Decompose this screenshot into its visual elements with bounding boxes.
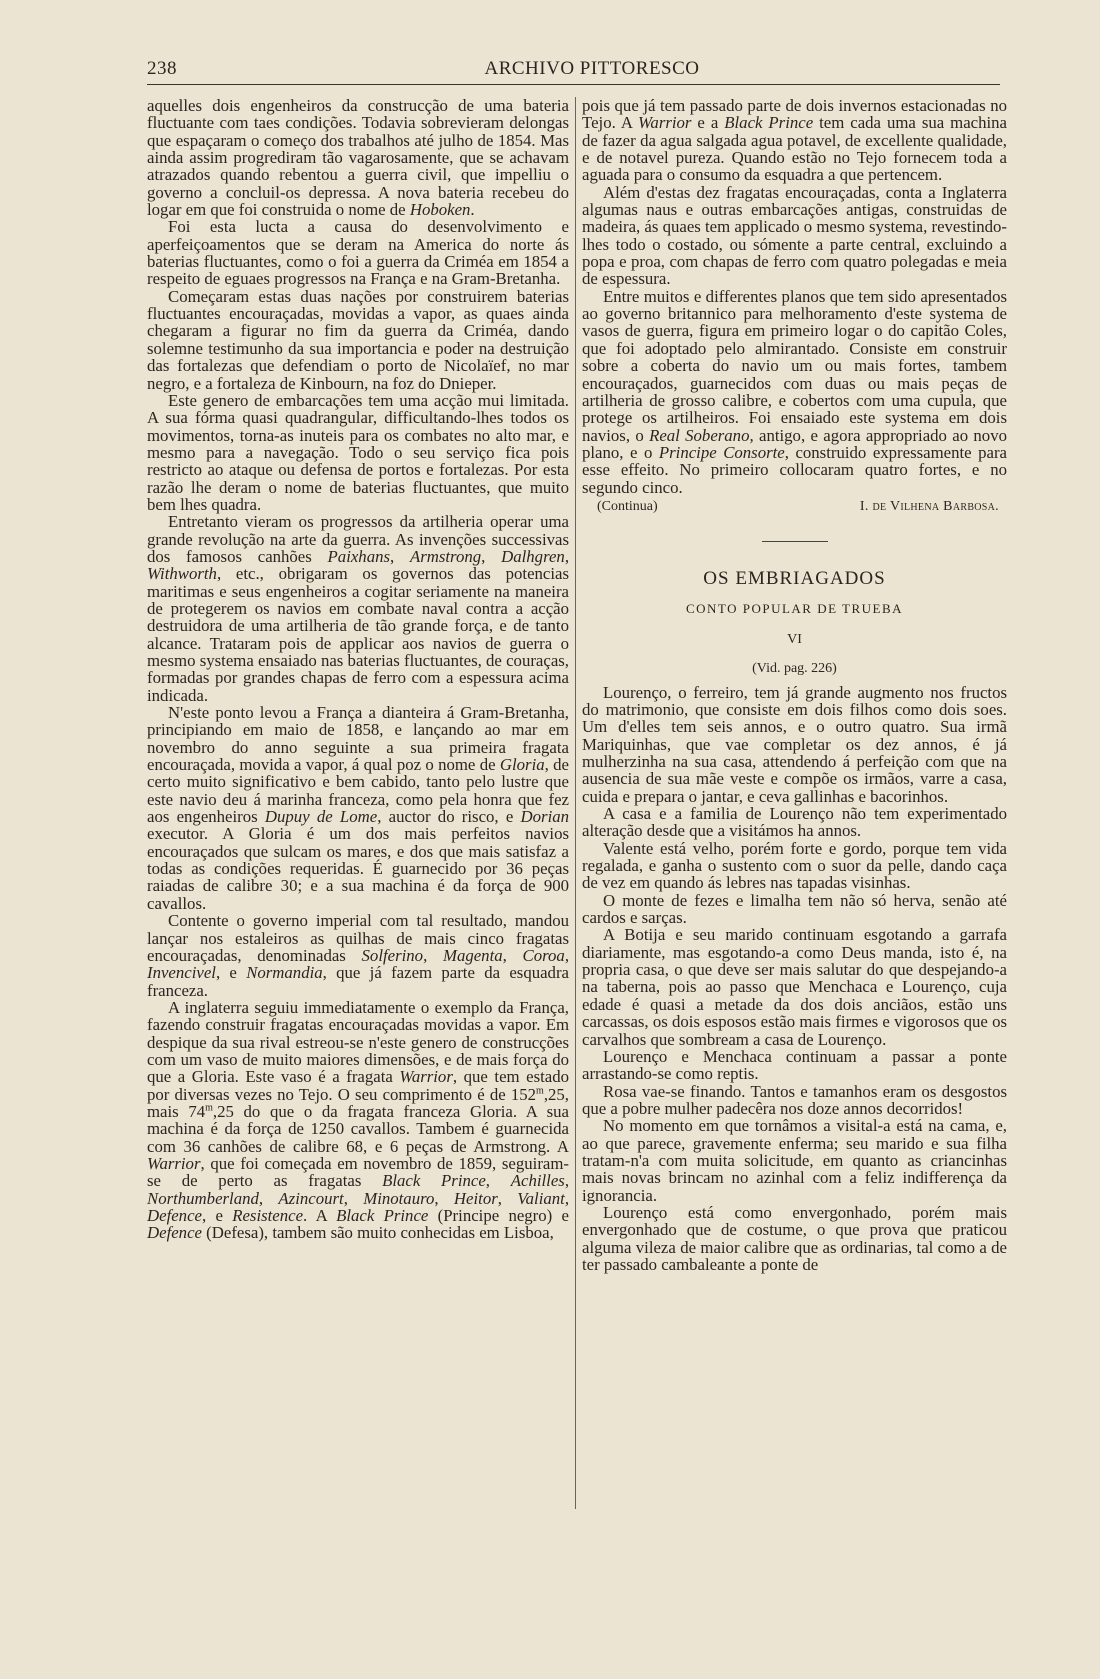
paragraph: Foi esta lucta a causa do desenvolvimento e aperfeiçoamentos que se deram na America do norte ás baterias fluctuantes, como o foi a guerra da Criméa em 1854 a respeito de eguaes progressos na França e na Gram-Bretanha.	[147, 217, 569, 289]
author-name: I. de Vilhena Barbosa.	[859, 498, 999, 514]
story-reference: (Vid. pag. 226)	[752, 661, 837, 677]
column-divider	[575, 97, 576, 1509]
left-column	[147, 97, 569, 1242]
paragraph: O monte de fezes e limalha tem não só herva, senão até cardos e sarças.	[582, 890, 1007, 928]
paragraph: N'este ponto levou a França a dianteira á Gram-Bretanha, principiando em maio de 1858, e lançando ao mar em novembro do anno seguinte a sua primeira fragata encouraçada, movida a vapor, á qual poz o nome de Gloria, de certo muito significativo e bem cabido, tanto pelo lustre que este navio deu á marinha franceza, como pela honra que fez aos engenheiros Dupuy de Lome, auctor do risco, e Dorian executor. A Gloria é um dos mais perfeitos navios encouraçados que sulcam os mares, e dos que mais satisfaz a todas as condições requeridas. É guarnecido por 36 peças raiadas de calibre 30; e a sua machina é da força de 900 cavallos.	[147, 703, 570, 913]
paragraph: Valente está velho, porém forte e gordo, porque tem vida regalada, e ganha o sustento com o suor da pelle, dando caça de vez em quando ás lebres nas tapadas visinhas.	[582, 838, 1007, 893]
page-number: 238	[147, 58, 177, 79]
paragraph: Lourenço e Menchaca continuam a passar a ponte arrastando-se como reptis.	[582, 1046, 1007, 1084]
right-column	[582, 97, 1007, 1273]
continua-note: (Continua)	[597, 498, 658, 514]
page-header	[147, 56, 1000, 85]
running-title: ARCHIVO PITTORESCO	[484, 58, 700, 79]
paragraph: Além d'estas dez fragatas encouraçadas, conta a Inglaterra algumas naus e outras embarcações antigas, construidas de madeira, ás quaes tem applicado o mesmo systema, revestindo-lhes todo o costado, ou sómente a parte central, excluindo a popa e proa, com chapas de ferro com quatro polegadas e meia de espessura.	[582, 182, 1007, 289]
paragraph: Lourenço está como envergonhado, porém mais envergonhado que de costume, o que prova que praticou alguma vileza de maior calibre que as ordinarias, tal como a de ter passado cambaleante a ponte de	[582, 1202, 1007, 1274]
paragraph: Entretanto vieram os progressos da artilheria operar uma grande revolução na arte da guerra. As invenções successivas dos famosos canhões Paixhans, Armstrong, Dalhgren, Withworth, etc., obrigaram os governos das potencias maritimas e seus engenheiros a cogitar seriamente na maneira de protegerem os navios em combate naval contra a acção destruidora de uma artilheria de tão grande força, e de tanto alcance. Trataram pois de applicar aos navios de guerra o mesmo systema ensaiado nas baterias fluctuantes, de couraças, formadas por grandes chapas de ferro com a espessura acima indicada.	[147, 512, 570, 705]
paragraph: Rosa vae-se finando. Tantos e tamanhos eram os desgostos que a pobre mulher padecêra nos doze annos decorridos!	[582, 1081, 1007, 1118]
paragraph: Lourenço, o ferreiro, tem já grande augmento nos fructos do matrimonio, que consiste em dois filhos como dois soes. Um d'elles tem seis annos, e o outro quatro. Sua irmã Mariquinhas, que vae completar os dez annos, é já mulherzinha na sua casa, attendendo á perfeição com que na ausencia de sua mãe veste e compõe os irmãos, varre a casa, cuida e prepara o jantar, e ceva gallinhas e bacorinhos.	[582, 682, 1007, 806]
paragraph: Começaram estas duas nações por construirem baterias fluctuantes encouraçadas, movidas a vapor, as quaes ainda chegaram a figurar no fim da guerra da Criméa, dando solemne testimunho da sua importancia e poder na destruição das fortalezas que defendiam o porto de Nicolaïef, no mar negro, e a fortaleza de Kinbourn, na foz do Dnieper.	[147, 286, 569, 393]
section-divider	[762, 541, 828, 542]
paragraph: A inglaterra seguiu immediatamente o exemplo da França, fazendo construir fragatas encouraçadas movidas a vapor. Em despique da sua rival estreou-se n'este genero de construcções com um vaso de muito maiores dimensões, e de mais força do que a Gloria. Este vaso é a fragata Warrior, que tem estado por diversas vezes no Tejo. O seu comprimento é de 152$^m$,25, mais 74$^m$,25 do que o da fragata franceza Gloria. A sua machina é da força de 1250 cavallos. Tambem é guarnecida com 36 canhões de calibre 68, e 6 peças de Armstrong. A Warrior, que foi começada em novembro de 1859, seguiram-se de perto as fragatas Black Prince, Achilles, Northumberland, Azincourt, Minotauro, Heitor, Valiant, Defence, e Resistence. A Black Prince (Principe negro) e Defence (Defesa), tambem são muito conhecidas em Lisboa,	[147, 997, 570, 1243]
paragraph: A Botija e seu marido continuam esgotando a garrafa diariamente, mas esgotando-a como Deus manda, isto é, na propria casa, o que deve ser mais salutar do que despejando-a na taberna, pois ao passo que Menchaca e Lourenço, cuja edade é quasi a metade da dos dois anciãos, estão uns carcassas, os dois esposos estão mais firmes e vigorosos que os carvalhos que sombream a casa de Lourenço.	[582, 925, 1007, 1049]
story-chapter: VI	[787, 631, 802, 647]
paragraph: No momento em que tornâmos a visital-a está na cama, e, ao que parece, gravemente enferma; seu marido e sua filha tratam-n'a com muita solicitude, em quanto as criancinhas mais novas brincam no azinhal com a feliz indifferença da ignorancia.	[582, 1116, 1007, 1205]
paragraph: Contente o governo imperial com tal resultado, mandou lançar nos estaleiros as quilhas de mais cinco fragatas encouraçadas, denominadas Solferino, Magenta, Coroa, Invencivel, e Normandia, que já fazem parte da esquadra franceza.	[147, 911, 570, 1000]
story-title: OS EMBRIAGADOS	[703, 568, 886, 590]
paragraph: aquelles dois engenheiros da construcção de uma bateria fluctuante com taes condições. Todavia sobrevieram delongas que espaçaram o começo dos trabalhos até julho de 1854. Mas ainda assim progrediram tão vagarosamente, que se achavam atrazados quando rebentou a guerra civil, que impelliu o governo a concluil-os depressa. A nova bateria recebeu do logar em que foi construida o nome de Hoboken.	[147, 96, 569, 220]
article-signature	[582, 498, 1007, 515]
paragraph: Este genero de embarcações tem uma acção mui limitada. A sua fórma quasi quadrangular, difficultando-lhes todos os movimentos, torna-as inuteis para os combates no alto mar, e mesmo para a navegação. Todo o seu serviço fica pois restricto ao ataque ou defensa de portos e fortalezas. Por esta razão lhe deram o nome de baterias fluctuantes, que muito bem lhes quadra.	[147, 390, 569, 514]
paragraph: A casa e a familia de Lourenço não tem experimentado alteração desde que a visitámos ha annos.	[582, 804, 1007, 841]
story-subtitle: CONTO POPULAR DE TRUEBA	[685, 600, 904, 616]
paragraph: pois que já tem passado parte de dois invernos estacionadas no Tejo. A Warrior e a Black Prince tem cada uma sua machina de fazer da agua salgada agua potavel, de excellente qualidade, e de notavel pureza. Quando estão no Tejo fornecem toda a aguada para o consumo da esquadra a que pertencem.	[582, 96, 1008, 185]
paragraph: Entre muitos e differentes planos que tem sido apresentados ao governo britannico para melhoramento d'este systema de vasos de guerra, figura em primeiro logar o do capitão Coles, que foi adoptado pelo almirantado. Consiste em construir sobre a coberta do navio um ou mais fortes, tambem encouraçados, guarnecidos com duas ou mais peças de artilheria de grosso calibre, e cobertos com uma cupula, que protege os artilheiros. Foi ensaiado este systema em dois navios, o Real Soberano, antigo, e agora appropriado ao novo plano, e o Principe Consorte, construido expressamente para esse effeito. No primeiro collocaram quatro fortes, e no segundo cinco.	[582, 286, 1007, 497]
